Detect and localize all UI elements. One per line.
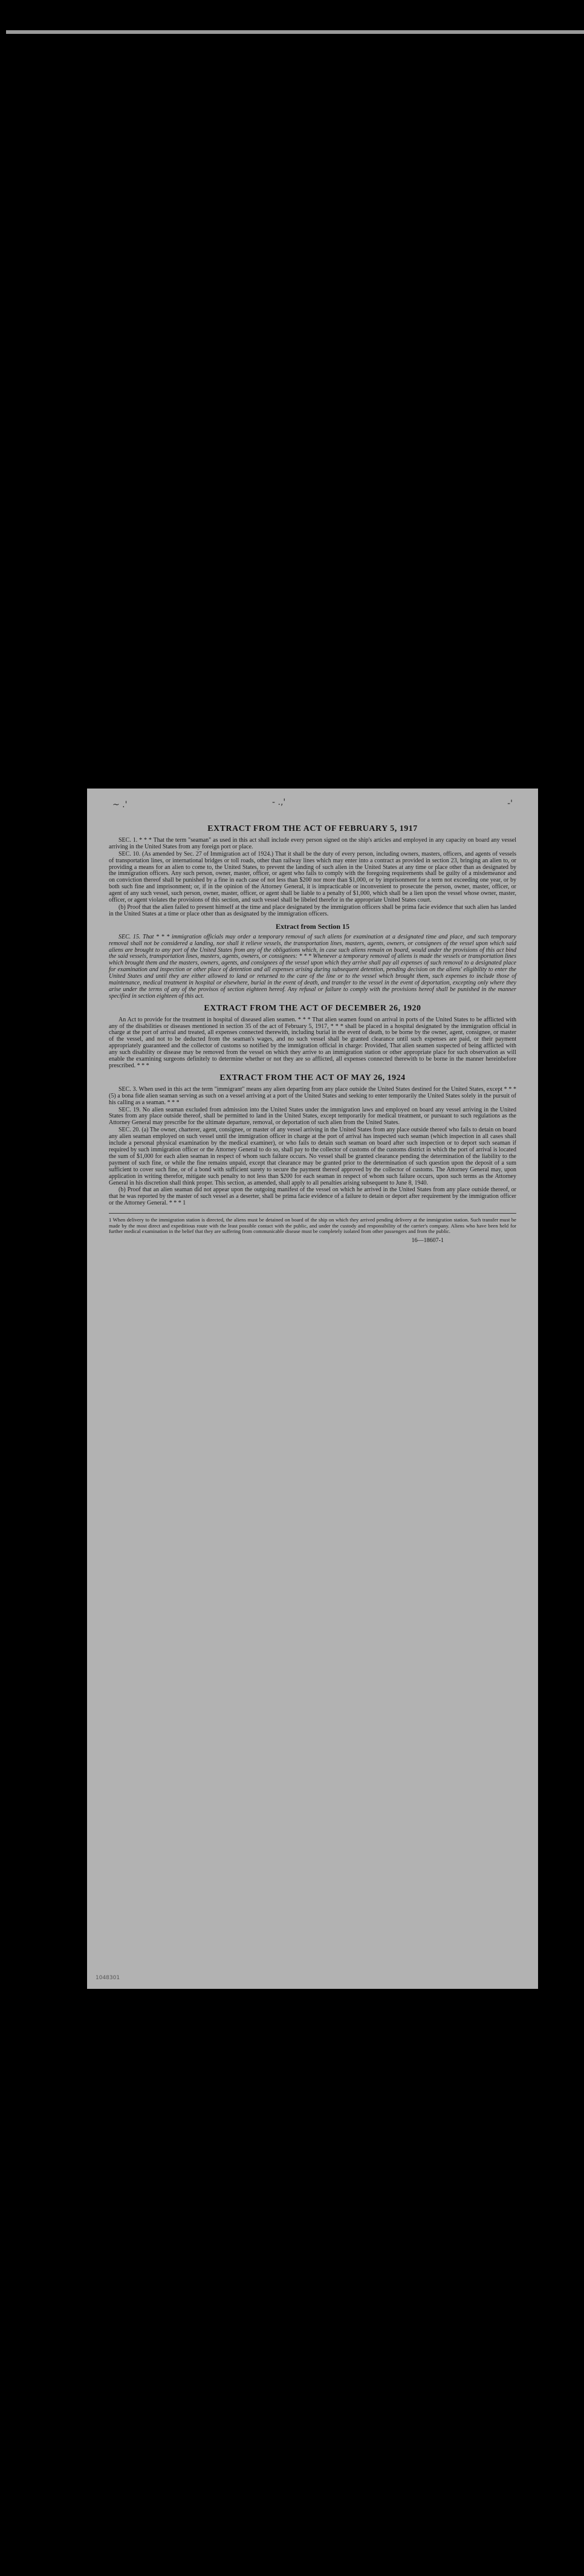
top-border-line (6, 30, 584, 34)
title-act-1920: EXTRACT FROM THE ACT OF DECEMBER 26, 1920 (204, 1003, 421, 1013)
handwritten-marks (109, 798, 516, 826)
title-act-1924: EXTRACT FROM THE ACT OF MAY 26, 1924 (219, 1073, 406, 1082)
paragraph-sec-1: SEC. 1. * * * That the term "seaman" as used in this act shall include every person signed on the ship's articles and employed in any capacity on board any vessel arriving in the United States from any foreign port or place. (109, 836, 516, 850)
paragraph-sec-15: SEC. 15. That * * * immigration officials may order a temporary removal of such aliens for examination at a designated time and place, and such temporary removal shall not be considered a landing, nor shall it relieve vessels, the transportation lines, masters, agents, owners, or consignees of the vessel upon which said aliens are brought to any port of the United States from any of the obligations which, in case such aliens remain on board, would under the provisions of this act bind the said vessels, transportation lines, masters, agents, owners, or consignees: * * * Whenever a temporary removal of aliens is made the vessels or transportation lines which brought them and the masters, owners, agents, and consignees of the vessel upon which they arrive shall pay all expenses of such removal to a designated place for examination and inspection or other place of detention and all expenses arising during subsequent detention, pending decision on the aliens' eligibility to enter the United States and until they are either allowed to land or returned to the care of the line or to the vessel which brought them, such expenses to include those of maintenance, medical treatment in hospital or elsewhere, burial in the event of death, and transfer to the vessel in the event of deportation, excepting only where they arise under the terms of any of the provisos of section eighteen hereof. Any refusal or failure to comply with the provisions hereof shall be punished in the manner specified in section eighteen of this act. (109, 933, 516, 1000)
footnote-text: 1 When delivery to the immigration station is directed, the aliens must be detained on board of the ship on which they arrived pending delivery at the immigration station. Such transfer must be made by the most direct and expeditious route with the least possible contact with the public, and under the custody and responsibility of the carrier's company. Aliens who have been held for further medical examination in the belief that they are suffering from communicable disease must be completely isolated from other passengers and from the public. (109, 1217, 516, 1234)
paragraph-sec-20-a: SEC. 20. (a) The owner, charterer, agent, consignee, or master of any vessel arriving in the United States from any place outside thereof who fails to detain on board any alien seaman employed on such vessel until the immigration officer in charge at the port of arrival has inspected such seaman (which inspection in all cases shall include a personal physical examination by the medical examiner), or who fails to detain such seaman on board after such inspection or to deport such seaman if required by such immigration officer or the Attorney General to do so, shall pay to the collector of customs of the customs district in which the port of arrival is located the sum of $1,000 for each alien seaman in respect of whom such failure occurs. No vessel shall be granted clearance pending the determination of the liability to the payment of such fine, or while the fine remains unpaid, except that clearance may be granted prior to the determination of such question upon the deposit of a sum sufficient to cover such fine, or of a bond with sufficient surety to secure the payment thereof approved by the collector of customs. The Attorney General may, upon application in writing therefor, mitigate such penalty to not less than $200 for each seaman in respect of whom such failure occurs, upon such terms as the Attorney General in his discretion shall think proper. This section, as amended, shall apply to all penalties arising subsequent to June 8, 1940. (109, 1127, 516, 1186)
paragraph-sec-10-b: (b) Proof that the alien failed to present himself at the time and place designated by the immigration officers shall be prima facie evidence that such alien has landed in the United States at a time or place other than as designated by the immigration officers. (109, 903, 516, 917)
paragraph-sec-20-b: (b) Proof that an alien seaman did not appear upon the outgoing manifest of the vessel on which he arrived in the United States from any place outside thereof, or that he was reported by the master of such vessel as a deserter, shall be prima facie evidence of a failure to detain or deport after requirement by the immigration officer or the Attorney General. * * * 1 (109, 1186, 516, 1207)
title-act-1917: EXTRACT FROM THE ACT OF FEBRUARY 5, 1917 (207, 824, 418, 833)
paragraph-sec-19: SEC. 19. No alien seaman excluded from admission into the United States under the immigration laws and employed on board any vessel arriving in the United States from any place outside thereof, shall be permitted to land in the United States, except temporarily for medical treatment, or pursuant to such regulations as the Attorney General may prescribe for the ultimate departure, removal, or deportation of such alien from the United States. (109, 1106, 516, 1127)
document-page (87, 789, 538, 1989)
paragraph-sec-10: SEC. 10. (As amended by Sec. 27 of Immigration act of 1924.) That it shall be the duty of every person, including owners, masters, officers, and agents of vessels of transportation lines, or international bridges or toll roads, other than railway lines which may enter into a contract as provided in section 23, bringing an alien to, or providing a means for an alien to come to, the United States, to prevent the landing of such alien in the United States at any time or place other than as designated by the immigration officers. Any such person, owner, master, officer, or agent who fails to comply with the foregoing requirements shall be guilty of a misdemeanor and on conviction thereof shall be punished by a fine in each case of not less than $200 nor more than $1,000, or by imprisonment for a term not exceeding one year, or by both such fine and imprisonment; or, if in the opinion of the Attorney General, it is impracticable or inconvenient to prosecute the person, owner, master, officer, or agent of any such vessel, such person, owner, master, officer, or agent shall be liable to a penalty of $1,000, which shall be a lien upon the vessel whose owner, master, officer, or agent violates the provisions of this section, and such vessel shall be libeled therefor in the appropriate United States court. (109, 850, 516, 904)
footnote (109, 1213, 516, 1234)
pen-mark-center: - .,' (272, 798, 286, 807)
heading-section-15: Extract from Section 15 (275, 922, 350, 931)
paragraph-act-1920: An Act to provide for the treatment in hospital of diseased alien seamen. * * * That alien seamen found on arrival in ports of the United States to be afflicted with any of the disabilities or diseases mentioned in section 35 of the act of February 5, 1917, * * * shall be placed in a hospital designated by the immigration official in charge at the port of arrival and treated, all expenses connected therewith, including burial in the event of death, to be borne by the owner, agent, consignee, or master of the vessel, and not to be deducted from the seaman's wages, and no such vessel shall be granted clearance until such expenses are paid, or their payment appropriately guaranteed and the collector of customs so notified by the immigration official in charge: Provided, That alien seamen suspected of being afflicted with any such disability or disease may be removed from the vessel on which they arrive to an immigration station or other appropriate place for such observation as will enable the examining surgeons definitely to determine whether or not they are so afflicted, all expenses connected therewith to be borne in the manner hereinbefore prescribed. * * * (109, 1016, 516, 1069)
pen-mark-right: -' (507, 799, 513, 808)
archive-stamp: 1048301 (96, 1975, 120, 1982)
print-code: 16—18607-1 (411, 1237, 444, 1244)
paragraph-sec-3: SEC. 3. When used in this act the term "immigrant" means any alien departing from any place outside the United States destined for the United States, except * * * (5) a bona fide alien seaman serving as such on a vessel arriving at a port of the United States and seeking to enter temporarily the United States solely in the pursuit of his calling as a seaman. * * * (109, 1085, 516, 1106)
pen-mark-left: ~ .' (112, 800, 128, 810)
